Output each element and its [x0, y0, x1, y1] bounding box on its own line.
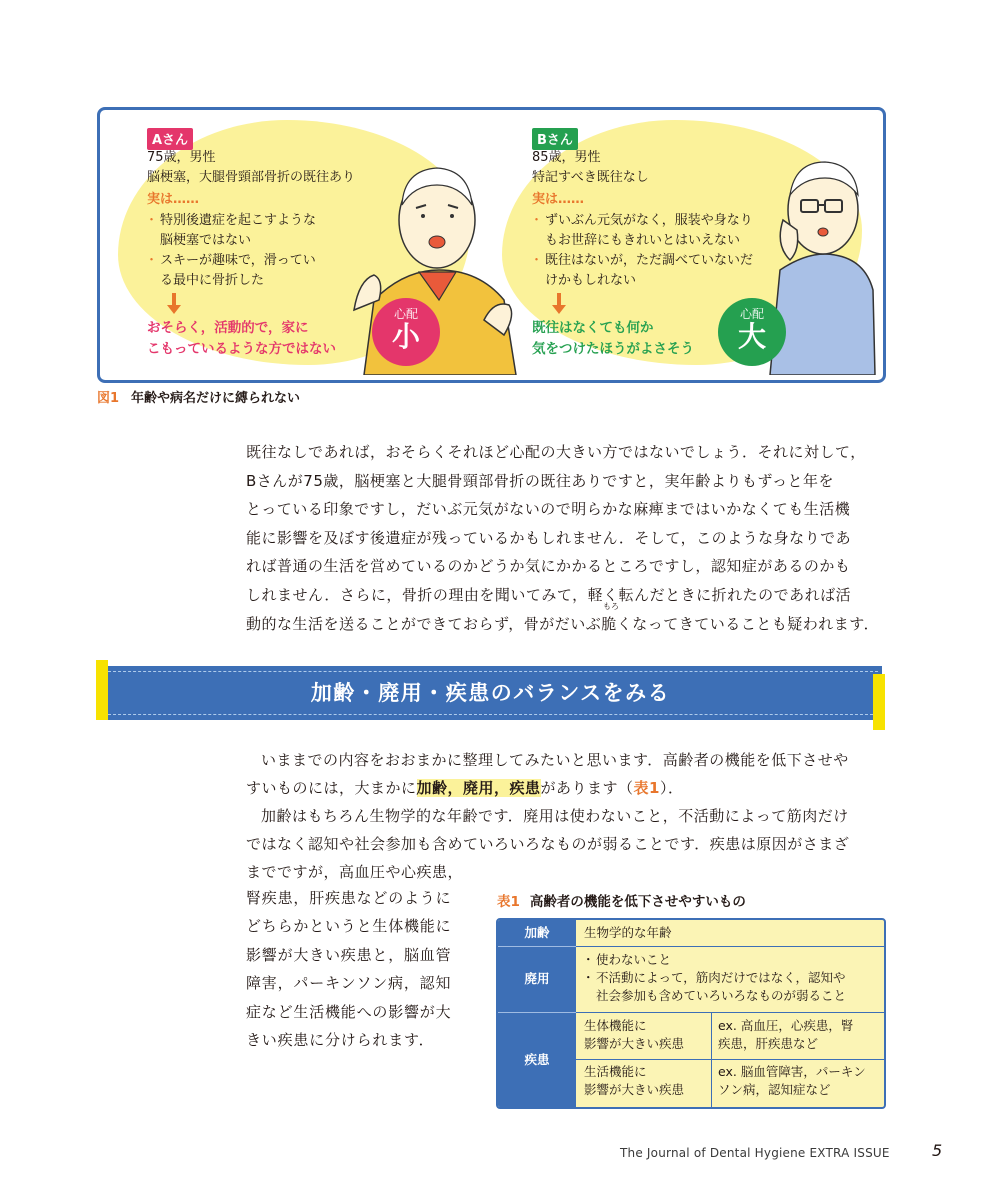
disuse-description	[582, 951, 882, 1005]
aging-description: 生物学的な年齢	[584, 925, 672, 940]
table-caption-text: 高齢者の機能を低下させやすいもの	[529, 894, 746, 910]
person-b-bullet-1	[532, 211, 753, 251]
figure-caption-number: 図1	[97, 391, 120, 406]
disease-type-1-line-2: 影響が大きい疾患	[584, 1036, 685, 1051]
person-b-bullet-2-line-2: けかもしれない	[545, 273, 637, 288]
worry-label-b: 心配	[739, 307, 764, 321]
person-b-conclusion-line-2: 気をつけたほうがよさそう	[532, 341, 694, 357]
person-a-age: 75歳，男性	[147, 150, 216, 165]
disease-type-2	[584, 1063, 709, 1099]
table-1	[496, 918, 886, 1109]
paragraph-line: きい疾患に分けられます．	[246, 1031, 435, 1050]
text-span: ）．	[659, 779, 684, 797]
paragraph-line: 動的な生活を送ることができておらず，骨がだいぶ脆くなってきていることも疑われます．	[246, 614, 880, 633]
text-span: があります（	[540, 779, 634, 797]
figure-caption-text: 年齢や病名だけに縛られない	[131, 391, 301, 406]
paragraph-line: Bさんが75歳，脳梗塞と大腿骨頸部骨折の既往ありですと，実年齢よりもずっと年を	[246, 471, 834, 490]
disease-example-1-line-2: 疾患，肝疾患など	[718, 1036, 819, 1051]
person-b-bullet-2	[532, 251, 753, 291]
disuse-bullet-2	[582, 969, 882, 1005]
section-paragraph-2-wrapped	[246, 884, 466, 1054]
paragraph-line: ではなく認知や社会参加も含めていろいろなものが弱ることです．疾患は原因がさまざ	[246, 835, 850, 853]
highlighted-terms: 加齢，廃用，疾患	[416, 779, 541, 797]
person-a-bullet-1-line-2: 脳梗塞ではない	[160, 233, 252, 248]
paragraph-line	[246, 774, 886, 802]
person-b-bullet-2-line-1: ・ 既往はないが，ただ調べていないだ	[545, 253, 754, 268]
person-b-bullet-1-line-2: もお世辞にもきれいとはいえない	[545, 233, 741, 248]
person-a-history: 脳梗塞，大腿骨頸部骨折の既往あり	[147, 170, 356, 185]
worry-label-a: 心配	[393, 307, 418, 321]
person-a-bullet-2	[147, 251, 316, 291]
person-b-history: 特記すべき既往なし	[532, 170, 649, 185]
paragraph-line: 腎疾患，肝疾患などのように	[246, 889, 452, 907]
page-number: 5	[932, 1141, 943, 1160]
body-paragraph-1	[246, 438, 886, 638]
disease-type-1-line-1: 生体機能に	[584, 1018, 647, 1033]
paragraph-line: しれません．さらに，骨折の理由を聞いてみて，軽く転んだときに折れたのであれば活	[246, 585, 852, 604]
person-a-conclusion	[147, 318, 336, 360]
table-caption-number: 表1	[497, 894, 520, 910]
worry-level-b: 大	[737, 320, 766, 353]
disease-example-2-line-1: ex. 脳血管障害，パーキン	[718, 1064, 866, 1079]
journal-title: The Journal of Dental Hygiene EXTRA ISSUE	[620, 1146, 890, 1160]
worry-level-a: 小	[391, 320, 420, 353]
paragraph-line: 能に影響を及ぼす後遺症が残っているかもしれません．そして，このような身なりであ	[246, 528, 852, 547]
disease-example-2	[718, 1063, 883, 1099]
text-span: すいものには，大まかに	[246, 779, 417, 797]
paragraph-line: 既往なしであれば，おそらくそれほど心配の大きい方ではないでしょう．それに対して，	[246, 443, 866, 461]
person-b-label: 実は……	[532, 192, 585, 207]
paragraph-line: までですが，高血圧や心疾患，	[246, 863, 464, 881]
person-a-bullet-1-line-1: ・ 特別後遺症を起こすような	[160, 213, 317, 228]
worry-badge-a	[372, 298, 440, 366]
person-a-bullet-2-line-2: る最中に骨折した	[160, 273, 265, 288]
disease-type-2-line-2: 影響が大きい疾患	[584, 1082, 685, 1097]
person-a-conclusion-line-2: こもっているような方ではない	[147, 341, 336, 357]
worry-badge-b	[718, 298, 786, 366]
section-paragraph-1	[246, 746, 886, 886]
person-a-bullet-1	[147, 211, 316, 251]
row-header-disuse: 廃用	[498, 946, 576, 1012]
table-1-caption	[497, 890, 746, 910]
disuse-bullet-2-line-1: 不活動によって，筋肉だけではなく，認知や	[596, 970, 846, 985]
disuse-bullet-1	[582, 951, 882, 969]
figure-1-caption	[97, 387, 300, 406]
paragraph-line: とっている印象ですし，だいぶ元気がないので明らかな麻痺まではいかなくても生活機	[246, 500, 851, 519]
person-a-tag: Aさん	[147, 128, 193, 150]
disease-type-2-line-1: 生活機能に	[584, 1064, 647, 1079]
ruby-reading: もろ	[603, 602, 619, 611]
row-header-aging: 加齢	[498, 920, 576, 946]
person-a-label: 実は……	[147, 192, 200, 207]
person-a-conclusion-line-1: おそらく，活動的で，家に	[147, 320, 309, 336]
paragraph-line: れば普通の生活を営めているのかどうか気にかかるところですし，認知症があるのかも	[246, 557, 851, 576]
disease-example-1-line-1: ex. 高血圧，心疾患，腎	[718, 1018, 854, 1033]
section-title: 加齢・廃用・疾患のバランスをみる	[310, 681, 671, 705]
paragraph-line: 加齢はもちろん生物学的な年齢です．廃用は使わないこと，不活動によって筋肉だけ	[261, 807, 849, 825]
disease-example-2-line-2: ソン病，認知症など	[718, 1082, 831, 1097]
disease-example-1	[718, 1017, 883, 1053]
person-b-bullet-1-line-1: ・ ずいぶん元気がなく，服装や身なり	[545, 213, 753, 228]
person-a-bullet-2-line-1: ・ スキーが趣味で，滑ってい	[160, 253, 316, 268]
disuse-bullet-2-line-2: 社会参加も含めていろいろなものが弱ること	[596, 988, 847, 1003]
paragraph-line: 症など生活機能への影響が大	[246, 1002, 452, 1021]
table-reference-link[interactable]: 表1	[633, 779, 660, 797]
person-b-age: 85歳，男性	[532, 150, 601, 165]
paragraph-line: 影響が大きい疾患と，脳血管	[246, 945, 452, 964]
paragraph-line: どちらかというと生体機能に	[246, 917, 452, 936]
disuse-bullet-1-text: 使わないこと	[596, 952, 672, 967]
person-b-conclusion	[532, 318, 694, 360]
figure-1	[97, 107, 886, 383]
paragraph-line: いままでの内容をおおまかに整理してみたいと思います．高齢者の機能を低下させや	[261, 751, 849, 769]
paragraph-line: 障害，パーキンソン病，認知	[246, 974, 452, 993]
person-b-tag: Bさん	[532, 128, 578, 150]
person-b-conclusion-line-1: 既往はなくても何か	[532, 320, 654, 336]
row-header-disease: 疾患	[498, 1012, 576, 1107]
disease-type-1	[584, 1017, 709, 1053]
section-banner	[99, 666, 882, 720]
